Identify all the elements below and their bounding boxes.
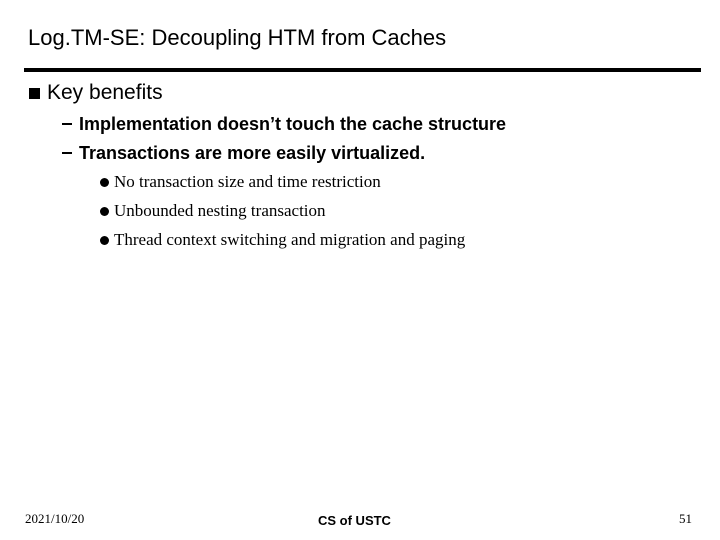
dash-bullet-icon: [62, 123, 72, 125]
sub-bullet-virtualized: [62, 141, 425, 165]
dash-bullet-icon: [62, 152, 72, 154]
title-divider: [24, 68, 701, 72]
sub-sub-bullet-text: No transaction size and time restriction: [114, 172, 381, 191]
sub-sub-bullet-context-switching: [100, 229, 465, 251]
sub-bullet-text: Implementation doesn’t touch the cache structure: [79, 113, 507, 134]
round-bullet-icon: [100, 207, 109, 216]
round-bullet-icon: [100, 178, 109, 187]
sub-sub-bullet-text: Thread context switching and migration and paging: [114, 230, 466, 249]
page-number: 51: [679, 511, 692, 526]
round-bullet-icon: [100, 236, 109, 245]
sub-sub-bullet-nesting: [100, 200, 326, 222]
sub-sub-bullet-size-time: [100, 171, 381, 193]
footer-organization: CS of USTC: [318, 513, 391, 528]
square-bullet-icon: [29, 88, 40, 99]
sub-bullet-implementation: [62, 112, 506, 136]
slide-title: Log.TM-SE: Decoupling HTM from Caches: [28, 25, 447, 50]
bullet-text: Key benefits: [47, 81, 163, 104]
footer-date: 2021/10/20: [25, 511, 85, 526]
sub-bullet-text: Transactions are more easily virtualized.: [79, 142, 426, 163]
sub-sub-bullet-text: Unbounded nesting transaction: [114, 201, 326, 220]
bullet-key-benefits: [29, 80, 163, 106]
